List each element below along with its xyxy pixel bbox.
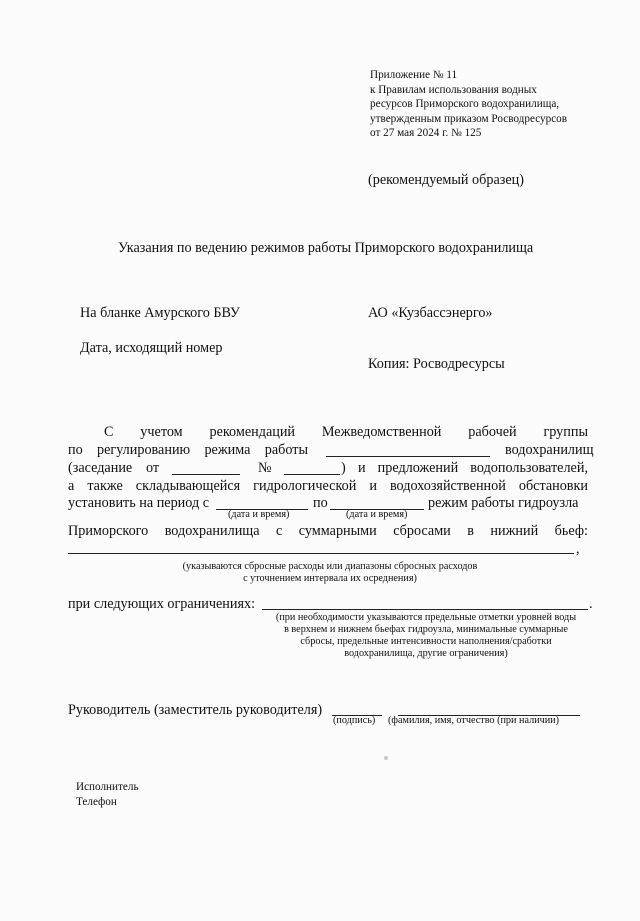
scan-speck xyxy=(384,756,388,760)
appendix-line-4: утвержденным приказом Росводресурсов xyxy=(370,112,568,125)
discharge-hint-line-1: (указываются сбросные расходы или диапазоны сбросных расходов xyxy=(182,561,478,572)
body-line-3-e: и предложений водопользователей, xyxy=(358,460,588,476)
body-line-4: а также складывающейся гидрологической и водохозяйственной обстановки xyxy=(68,478,588,494)
body-line-2-end: водохранилищ xyxy=(505,442,594,458)
body-line-3-c: № xyxy=(258,460,272,476)
constraints-label: при следующих ограничениях: xyxy=(68,596,256,612)
discharge-hint xyxy=(150,561,510,585)
body-line-3-b: от xyxy=(146,460,160,476)
date-hint-start: (дата и время) xyxy=(228,509,290,520)
appendix-line-5: от 27 мая 2024 г. № 125 xyxy=(370,127,482,140)
recipient-copy: Копия: Росводресурсы xyxy=(368,356,505,372)
blank-meeting-date xyxy=(172,462,240,475)
appendix-line-1: Приложение № 11 xyxy=(370,69,458,81)
body-line-5-a: установить на период с xyxy=(68,495,210,511)
recipient-name: АО «Кузбассэнерго» xyxy=(368,305,493,321)
appendix-block xyxy=(370,68,567,141)
phone-label: Телефон xyxy=(76,796,117,808)
signature-hint: (подпись) xyxy=(333,715,376,726)
constraints-hint-line-2: в верхнем и нижнем бьефах гидроузла, минимальные суммарные xyxy=(284,624,568,635)
constraints-hint-line-4: водохранилища, другие ограничения) xyxy=(344,648,508,659)
body-line-5-c: режим работы гидроузла xyxy=(428,495,579,511)
body-line-3-d: ) xyxy=(341,460,346,476)
appendix-line-3: ресурсов Приморского водохранилища, xyxy=(370,98,560,111)
executor-label: Исполнитель xyxy=(76,781,139,793)
sample-note: (рекомендуемый образец) xyxy=(368,172,524,188)
blank-meeting-number xyxy=(284,462,340,475)
blank-constraints xyxy=(262,597,588,610)
discharge-hint-line-2: с уточнением интервала их осреднения) xyxy=(243,573,417,584)
signature-label: Руководитель (заместитель руководителя) xyxy=(68,702,323,718)
body-line-2: по регулированию режима работы xyxy=(68,442,308,458)
constraints-end: . xyxy=(589,596,593,612)
constraints-hint xyxy=(248,612,604,660)
appendix-line-2: к Правилам использования водных xyxy=(370,83,537,96)
sender-letterhead: На бланке Амурского БВУ xyxy=(80,305,240,321)
document-title: Указания по ведению режимов работы Приморского водохранилища xyxy=(118,240,534,256)
body-line-5-b: по xyxy=(313,495,328,511)
body-line-1: С учетом рекомендаций Межведомственной рабочей группы xyxy=(104,424,588,440)
body-line-6: Приморского водохранилища с суммарными сбросами в нижний бьеф: xyxy=(68,523,588,539)
full-name-hint: (фамилия, имя, отчество (при наличии) xyxy=(388,715,560,726)
date-hint-end: (дата и время) xyxy=(346,509,408,520)
constraints-hint-line-1: (при необходимости указываются предельные отметки уровней воды xyxy=(275,612,577,623)
blank-discharges xyxy=(68,541,574,554)
sender-date-number: Дата, исходящий номер xyxy=(80,340,223,356)
body-line-3-a: (заседание xyxy=(68,460,133,476)
constraints-hint-line-3: сбросы, предельные интенсивности наполнения/сработки xyxy=(300,636,552,647)
blank-working-group xyxy=(326,444,490,457)
body-line-7-end: , xyxy=(576,541,580,557)
